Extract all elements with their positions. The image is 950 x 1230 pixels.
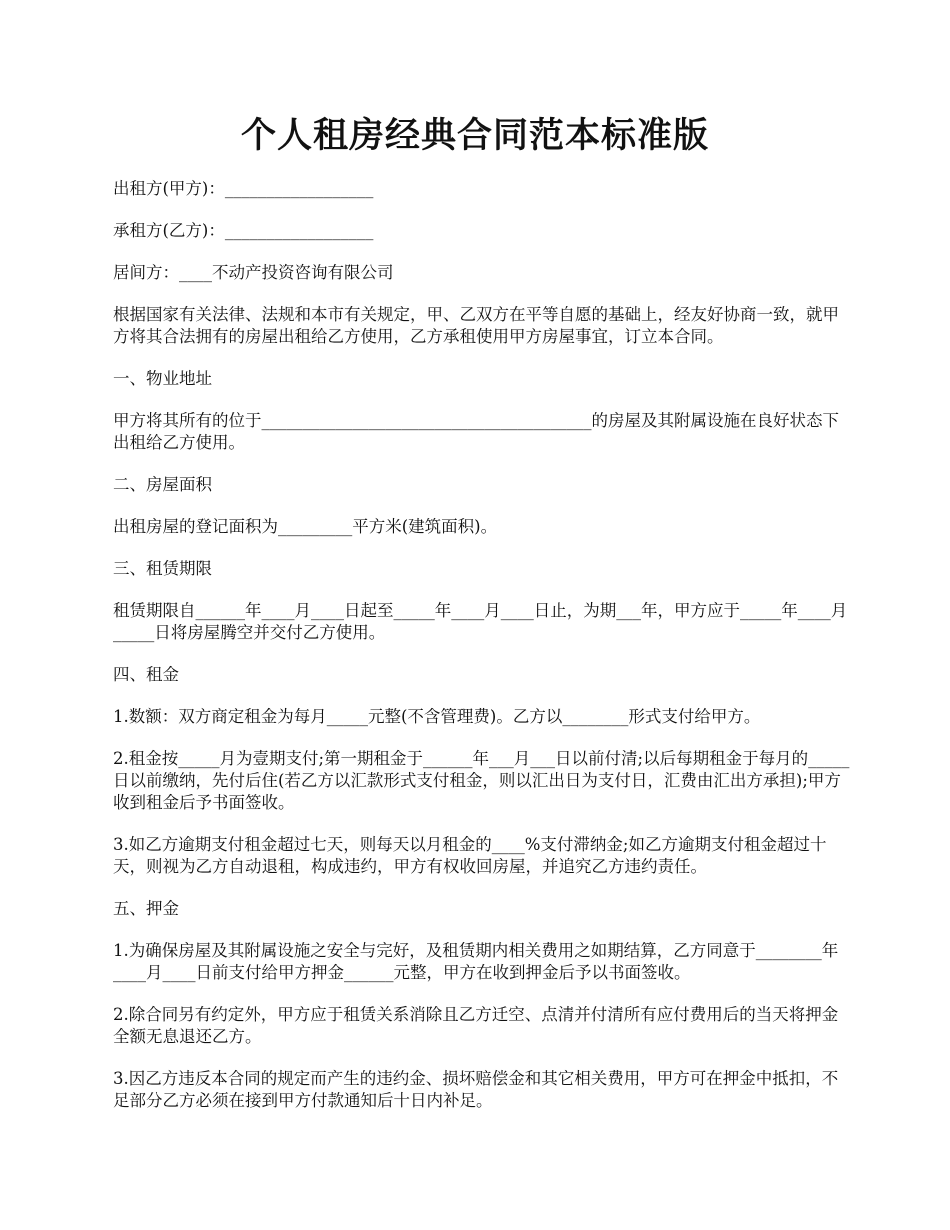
deposit-clause-1: 1.为确保房屋及其附属设施之安全与完好，及租赁期内相关费用之如期结算，乙方同意于________年____月____日前支付给甲方押金______元整，甲方在收到押金后予以书面签收。 (113, 941, 839, 982)
rent-clause-1: 1.数额：双方商定租金为每月_____元整(不含管理费)。乙方以________形式支付给甲方。 (113, 707, 761, 726)
deposit-clause-2: 2.除合同另有约定外，甲方应于租赁关系消除且乙方迁空、点清并付清所有应付费用后的当天将押金全额无息退还乙方。 (113, 1005, 839, 1046)
property-address-paragraph: 甲方将其所有的位于________________________________________的房屋及其附属设施在良好状态下出租给乙方使用。 (113, 411, 839, 452)
rent-clause-3: 3.如乙方逾期支付租金超过七天，则每天以月租金的____%支付滞纳金;如乙方逾期支付租金超过十天，则视为乙方自动退租，构成违约，甲方有权收回房屋，并追究乙方违约责任。 (113, 835, 827, 876)
section-heading-lease-term: 三、租赁期限 (113, 559, 212, 578)
agent-field: 居间方：____不动产投资咨询有限公司 (113, 263, 394, 282)
preamble-paragraph: 根据国家有关法律、法规和本市有关规定，甲、乙双方在平等自愿的基础上，经友好协商一致，就甲方将其合法拥有的房屋出租给乙方使用，乙方承租使用甲方房屋事宜，订立本合同。 (113, 305, 839, 346)
section-heading-area: 二、房屋面积 (113, 475, 212, 494)
lessor-field: 出租方(甲方)：__________________ (113, 179, 374, 198)
lessee-field: 承租方(乙方)：__________________ (113, 221, 374, 240)
document-title: 个人租房经典合同范本标准版 (240, 115, 709, 156)
section-heading-property-address: 一、物业地址 (113, 369, 212, 388)
section-heading-rent: 四、租金 (113, 665, 179, 684)
deposit-clause-3: 3.因乙方违反本合同的规定而产生的违约金、损坏赔偿金和其它相关费用，甲方可在押金中抵扣，不足部分乙方必须在接到甲方付款通知后十日内补足。 (113, 1069, 839, 1110)
lease-term-paragraph: 租赁期限自______年____月____日起至_____年____月____日止，为期___年，甲方应于_____年____月_____日将房屋腾空并交付乙方使用。 (113, 601, 848, 642)
document-body (113, 178, 853, 1132)
section-heading-deposit: 五、押金 (113, 899, 179, 918)
area-paragraph: 出租房屋的登记面积为_________平方米(建筑面积)。 (113, 517, 498, 536)
rent-clause-2: 2.租金按_____月为壹期支付;第一期租金于______年___月___日以前付清;以后每期租金于每月的_____日以前缴纳，先付后住(若乙方以汇款形式支付租金，则以汇出日为支付日，汇费由汇出方承担);甲方收到租金后予书面签收。 (113, 749, 850, 812)
